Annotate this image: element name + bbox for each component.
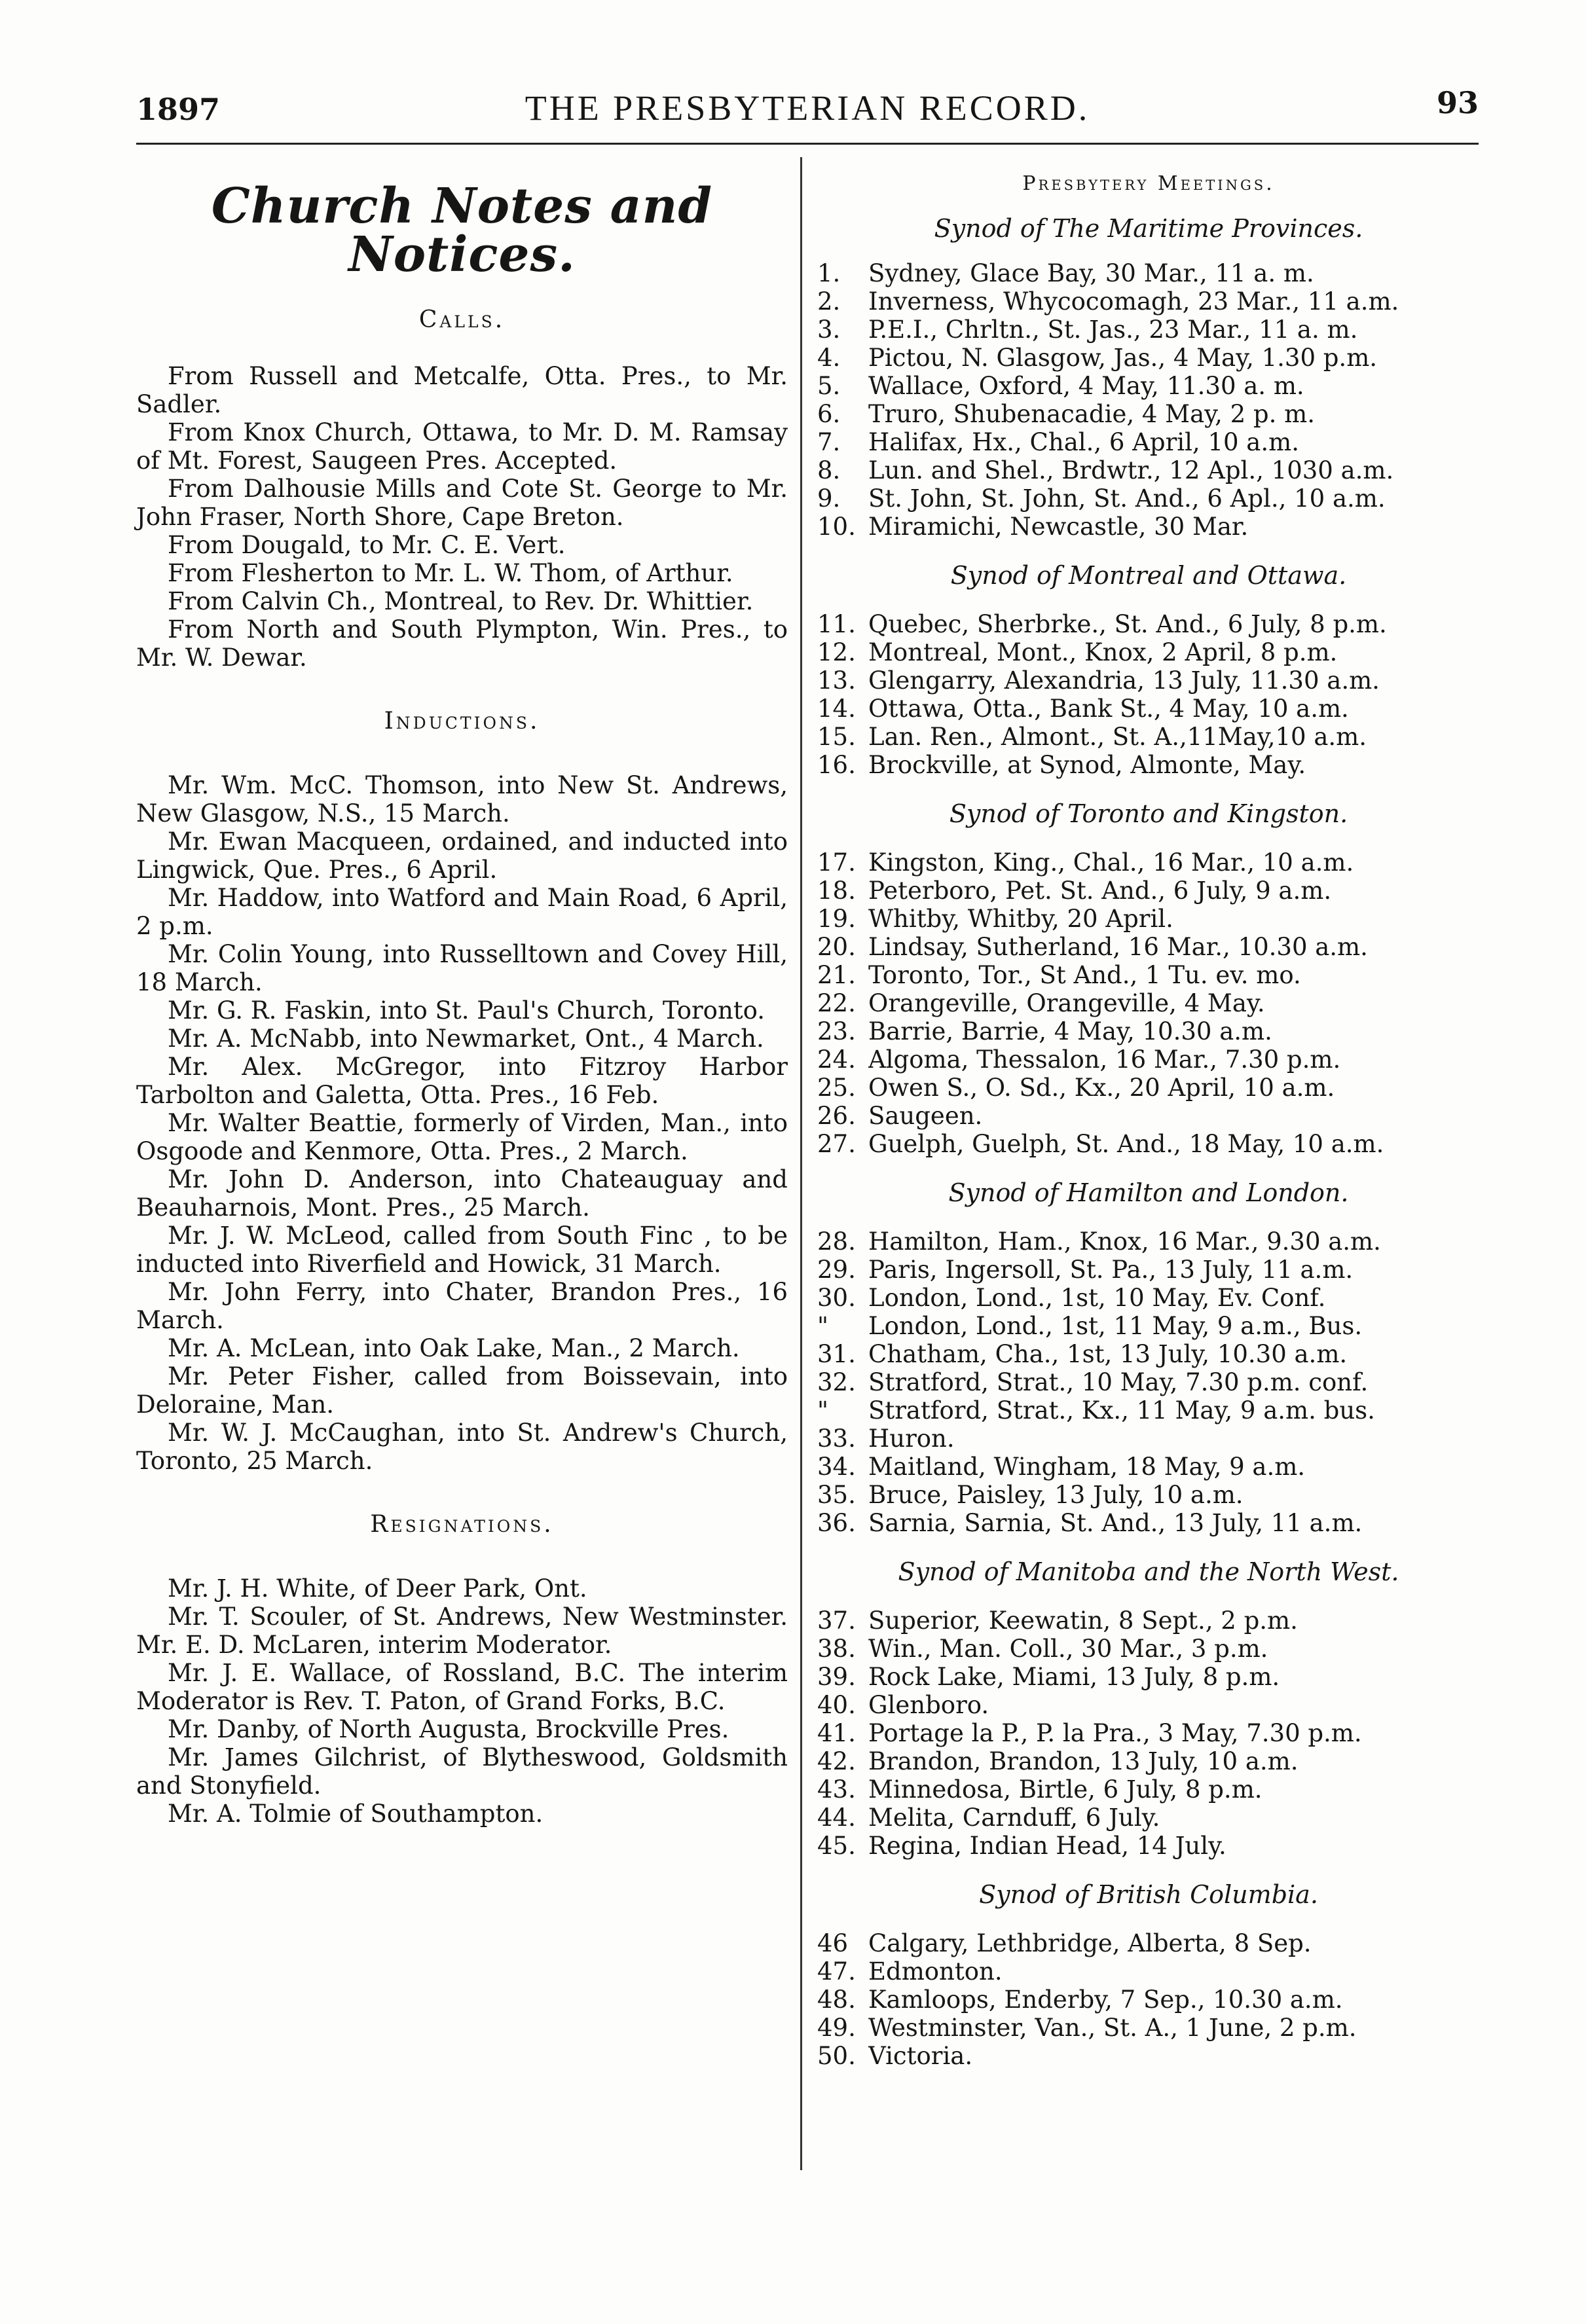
synod-heading: Synod of Montreal and Ottawa.: [950, 561, 1347, 590]
meeting-details: Saugeen.: [868, 1102, 983, 1130]
meeting-details: Toronto, Tor., St And., 1 Tu. ev. mo.: [868, 961, 1301, 989]
call-paragraph: From Russell and Metcalfe, Otta. Pres., to Mr. Sadler.: [136, 362, 788, 418]
induction-paragraph: Mr. Alex. McGregor, into Fitzroy Harbor Tarbolton and Galetta, Otta. Pres., 16 Feb.: [136, 1053, 788, 1109]
synod-list: [817, 216, 1480, 2070]
meeting-entry: [817, 1396, 1480, 1425]
meeting-entry: [817, 1453, 1480, 1481]
meeting-entry: [817, 400, 1480, 428]
meeting-number: 41.: [817, 1719, 856, 1747]
meeting-details: Sarnia, Sarnia, St. And., 13 July, 11 a.m.: [868, 1509, 1363, 1537]
running-head-year: 1897: [136, 92, 221, 127]
meeting-entry: [817, 989, 1480, 1017]
meeting-details: Pictou, N. Glasgow, Jas., 4 May, 1.30 p.m.: [868, 344, 1378, 372]
meeting-entry: [817, 1509, 1480, 1537]
synod-heading: Synod of The Maritime Provinces.: [934, 214, 1363, 243]
meeting-details: Glengarry, Alexandria, 13 July, 11.30 a.m.: [868, 666, 1380, 695]
meeting-number: 15.: [817, 723, 856, 751]
resignation-paragraph: Mr. James Gilchrist, of Blytheswood, Goldsmith and Stonyfield.: [136, 1743, 788, 1800]
meeting-details: Chatham, Cha., 1st, 13 July, 10.30 a.m.: [868, 1340, 1348, 1368]
meeting-details: Miramichi, Newcastle, 30 Mar.: [868, 513, 1249, 541]
meeting-entry: [817, 1747, 1480, 1775]
meeting-number: 9.: [817, 484, 841, 513]
meeting-number: 32.: [817, 1368, 856, 1396]
meeting-entry: [817, 2014, 1480, 2042]
meeting-number: 4.: [817, 344, 841, 372]
call-paragraph: From Dougald, to Mr. C. E. Vert.: [168, 531, 566, 559]
meeting-number: 7.: [817, 428, 841, 456]
meeting-details: Halifax, Hx., Chal., 6 April, 10 a.m.: [868, 428, 1299, 456]
meeting-entry: [817, 1775, 1480, 1804]
meeting-details: Stratford, Strat., Kx., 11 May, 9 a.m. bus.: [868, 1396, 1375, 1425]
meeting-entry: [817, 1986, 1480, 2014]
meeting-details: Regina, Indian Head, 14 July.: [868, 1832, 1226, 1860]
meeting-entry: [817, 848, 1480, 877]
meeting-details: Win., Man. Coll., 30 Mar., 3 p.m.: [868, 1635, 1268, 1663]
meeting-details: Wallace, Oxford, 4 May, 11.30 a. m.: [868, 372, 1304, 400]
meeting-entry: [817, 1312, 1480, 1340]
meeting-entry: [817, 723, 1480, 751]
meeting-details: Montreal, Mont., Knox, 2 April, 8 p.m.: [868, 638, 1338, 666]
call-paragraph: From Flesherton to Mr. L. W. Thom, of Arthur.: [168, 559, 733, 587]
meeting-details: Bruce, Paisley, 13 July, 10 a.m.: [868, 1481, 1244, 1509]
induction-paragraph: Mr. A. McLean, into Oak Lake, Man., 2 March.: [168, 1334, 740, 1362]
meeting-number: 31.: [817, 1340, 856, 1368]
induction-paragraph: Mr. A. McNabb, into Newmarket, Ont., 4 March.: [168, 1025, 764, 1053]
meeting-details: Algoma, Thessalon, 16 Mar., 7.30 p.m.: [868, 1045, 1341, 1074]
meeting-entry: [817, 287, 1480, 316]
meeting-number: 27.: [817, 1130, 856, 1158]
meeting-number: 5.: [817, 372, 841, 400]
meeting-details: Guelph, Guelph, St. And., 18 May, 10 a.m.: [868, 1130, 1384, 1158]
meeting-number: 13.: [817, 666, 856, 695]
meeting-number: 19.: [817, 905, 856, 933]
meeting-number: 17.: [817, 848, 856, 877]
meeting-details: Maitland, Wingham, 18 May, 9 a.m.: [868, 1453, 1306, 1481]
meeting-entry: [817, 877, 1480, 905]
meeting-details: Quebec, Sherbrke., St. And., 6 July, 8 p.m.: [868, 610, 1387, 638]
call-paragraph: From Calvin Ch., Montreal, to Rev. Dr. Whittier.: [168, 587, 754, 615]
meeting-details: Melita, Carnduff, 6 July.: [868, 1804, 1160, 1832]
induction-paragraph: Mr. Peter Fisher, called from Boissevain, into Deloraine, Man.: [136, 1362, 788, 1419]
meeting-number: 46: [817, 1929, 849, 1957]
meeting-number: 49.: [817, 2014, 856, 2042]
meeting-number: 10.: [817, 513, 856, 541]
meeting-entry: [817, 1957, 1480, 1986]
meeting-entry: [817, 1102, 1480, 1130]
meeting-number: 24.: [817, 1045, 856, 1074]
meeting-details: Superior, Keewatin, 8 Sept., 2 p.m.: [868, 1607, 1298, 1635]
induction-paragraph: Mr. Colin Young, into Russelltown and Covey Hill, 18 March.: [136, 940, 788, 996]
resignation-paragraph: Mr. T. Scouler, of St. Andrews, New Westminster. Mr. E. D. McLaren, interim Moderator.: [136, 1603, 788, 1659]
right-column: [817, 169, 1480, 2070]
meeting-number: 2.: [817, 287, 841, 316]
meeting-details: Huron.: [868, 1425, 955, 1453]
resignation-paragraph: Mr. A. Tolmie of Southampton.: [168, 1800, 544, 1828]
meeting-details: Barrie, Barrie, 4 May, 10.30 a.m.: [868, 1017, 1272, 1045]
meeting-number: 33.: [817, 1425, 856, 1453]
resignation-paragraph: Mr. J. E. Wallace, of Rossland, B.C. The interim Moderator is Rev. T. Paton, of Grand Forks, B.C.: [136, 1659, 788, 1715]
meeting-entry: [817, 1425, 1480, 1453]
meeting-entry: [817, 484, 1480, 513]
meeting-entry: [817, 456, 1480, 484]
induction-paragraph: Mr. John Ferry, into Chater, Brandon Pres., 16 March.: [136, 1278, 788, 1334]
meeting-entry: [817, 1284, 1480, 1312]
section-heading-calls: Calls.: [418, 306, 506, 333]
meeting-entry: [817, 905, 1480, 933]
meeting-entry: [817, 1929, 1480, 1957]
meeting-entry: [817, 1481, 1480, 1509]
meeting-details: Calgary, Lethbridge, Alberta, 8 Sep.: [868, 1929, 1312, 1957]
meeting-details: Westminster, Van., St. A., 1 June, 2 p.m.: [868, 2014, 1357, 2042]
meeting-entry: [817, 1607, 1480, 1635]
meeting-details: P.E.I., Chrltn., St. Jas., 23 Mar., 11 a. m.: [868, 316, 1358, 344]
meeting-number: 23.: [817, 1017, 856, 1045]
meeting-number: 22.: [817, 989, 856, 1017]
meeting-details: London, Lond., 1st, 11 May, 9 a.m., Bus.: [868, 1312, 1363, 1340]
meeting-entry: [817, 933, 1480, 961]
meeting-number: 50.: [817, 2042, 856, 2070]
meeting-entry: [817, 513, 1480, 541]
meeting-number: 40.: [817, 1691, 856, 1719]
induction-paragraph: Mr. Ewan Macqueen, ordained, and inducted into Lingwick, Que. Pres., 6 April.: [136, 827, 788, 884]
meeting-entry: [817, 1691, 1480, 1719]
synod-heading: Synod of Manitoba and the North West.: [898, 1557, 1399, 1586]
synod-heading: Synod of British Columbia.: [979, 1880, 1318, 1909]
meeting-number: 8.: [817, 456, 841, 484]
meeting-entry: [817, 1340, 1480, 1368]
meeting-entry: [817, 428, 1480, 456]
meeting-number: 45.: [817, 1832, 856, 1860]
meeting-details: Peterboro, Pet. St. And., 6 July, 9 a.m.: [868, 877, 1332, 905]
meeting-number: ": [817, 1396, 829, 1425]
meeting-entry: [817, 1635, 1480, 1663]
induction-paragraph: Mr. G. R. Faskin, into St. Paul's Church, Toronto.: [168, 996, 765, 1025]
meeting-details: Hamilton, Ham., Knox, 16 Mar., 9.30 a.m.: [868, 1227, 1381, 1256]
meeting-details: Lun. and Shel., Brdwtr., 12 Apl., 1030 a.m.: [868, 456, 1394, 484]
meeting-number: 35.: [817, 1481, 856, 1509]
meeting-number: 26.: [817, 1102, 856, 1130]
meeting-details: Lan. Ren., Almont., St. A.,11May,10 a.m.: [868, 723, 1367, 751]
meeting-entry: [817, 316, 1480, 344]
meeting-entry: [817, 1804, 1480, 1832]
meeting-entry: [817, 961, 1480, 989]
meeting-details: Truro, Shubenacadie, 4 May, 2 p. m.: [868, 400, 1315, 428]
meeting-details: St. John, St. John, St. And., 6 Apl., 10 a.m.: [868, 484, 1386, 513]
meeting-entry: [817, 1074, 1480, 1102]
meeting-details: Rock Lake, Miami, 13 July, 8 p.m.: [868, 1663, 1280, 1691]
meeting-entry: [817, 1719, 1480, 1747]
meeting-number: 11.: [817, 610, 856, 638]
call-paragraph: From North and South Plympton, Win. Pres., to Mr. W. Dewar.: [136, 615, 788, 672]
meeting-number: 25.: [817, 1074, 856, 1102]
meeting-entry: [817, 638, 1480, 666]
induction-paragraph: Mr. Haddow, into Watford and Main Road, 6 April, 2 p.m.: [136, 884, 788, 940]
meeting-details: Orangeville, Orangeville, 4 May.: [868, 989, 1265, 1017]
meeting-details: Lindsay, Sutherland, 16 Mar., 10.30 a.m.: [868, 933, 1368, 961]
meeting-details: Victoria.: [868, 2042, 973, 2070]
synod-heading: Synod of Hamilton and London.: [948, 1178, 1349, 1207]
meeting-details: Kamloops, Enderby, 7 Sep., 10.30 a.m.: [868, 1986, 1343, 2014]
meeting-number: 30.: [817, 1284, 856, 1312]
call-paragraph: From Knox Church, Ottawa, to Mr. D. M. Ramsay of Mt. Forest, Saugeen Pres. Accepted.: [136, 418, 788, 475]
meeting-number: 20.: [817, 933, 856, 961]
meeting-details: London, Lond., 1st, 10 May, Ev. Conf.: [868, 1284, 1326, 1312]
meeting-entry: [817, 344, 1480, 372]
meeting-number: 12.: [817, 638, 856, 666]
meeting-entry: [817, 372, 1480, 400]
meeting-number: 28.: [817, 1227, 856, 1256]
meeting-details: Glenboro.: [868, 1691, 989, 1719]
meeting-entry: [817, 259, 1480, 287]
meeting-details: Owen S., O. Sd., Kx., 20 April, 10 a.m.: [868, 1074, 1335, 1102]
meeting-details: Paris, Ingersoll, St. Pa., 13 July, 11 a.m.: [868, 1256, 1354, 1284]
meeting-details: Minnedosa, Birtle, 6 July, 8 p.m.: [868, 1775, 1263, 1804]
meeting-number: 3.: [817, 316, 841, 344]
meeting-details: Whitby, Whitby, 20 April.: [868, 905, 1173, 933]
meeting-number: 1.: [817, 259, 841, 287]
meeting-number: 29.: [817, 1256, 856, 1284]
page-number: 93: [1436, 85, 1479, 120]
meeting-number: 6.: [817, 400, 841, 428]
section-heading-resignations: Resignations.: [370, 1511, 554, 1538]
meeting-entry: [817, 610, 1480, 638]
induction-paragraph: Mr. Walter Beattie, formerly of Virden, Man., into Osgoode and Kenmore, Otta. Pres., 2 March.: [136, 1109, 788, 1165]
meeting-details: Inverness, Whycocomagh, 23 Mar., 11 a.m.: [868, 287, 1399, 316]
meeting-number: 37.: [817, 1607, 856, 1635]
meeting-number: 44.: [817, 1804, 856, 1832]
induction-paragraph: Mr. W. J. McCaughan, into St. Andrew's Church, Toronto, 25 March.: [136, 1419, 788, 1475]
meeting-entry: [817, 751, 1480, 779]
left-column: [136, 169, 788, 1828]
meeting-details: Sydney, Glace Bay, 30 Mar., 11 a. m.: [868, 259, 1314, 287]
running-head-title: THE PRESBYTERIAN RECORD.: [525, 88, 1090, 128]
synod-heading: Synod of Toronto and Kingston.: [949, 799, 1348, 828]
meeting-number: 14.: [817, 695, 856, 723]
meeting-number: 38.: [817, 1635, 856, 1663]
meeting-entry: [817, 1045, 1480, 1074]
meeting-entry: [817, 1368, 1480, 1396]
meeting-entry: [817, 1663, 1480, 1691]
section-heading-inductions: Inductions.: [384, 708, 540, 735]
meeting-entry: [817, 1130, 1480, 1158]
presbytery-meetings-heading: Presbytery Meetings.: [1022, 172, 1275, 195]
meeting-entry: [817, 666, 1480, 695]
meeting-number: 21.: [817, 961, 856, 989]
meeting-number: ": [817, 1312, 829, 1340]
meeting-entry: [817, 1832, 1480, 1860]
meeting-entry: [817, 1256, 1480, 1284]
notices-heading: Church Notes and Notices.: [211, 178, 713, 283]
meeting-number: 16.: [817, 751, 856, 779]
column-divider: [800, 157, 802, 2170]
meeting-details: Ottawa, Otta., Bank St., 4 May, 10 a.m.: [868, 695, 1349, 723]
meeting-details: Brandon, Brandon, 13 July, 10 a.m.: [868, 1747, 1299, 1775]
meeting-number: 43.: [817, 1775, 856, 1804]
meeting-number: 34.: [817, 1453, 856, 1481]
header-rule: [136, 143, 1479, 145]
induction-paragraph: Mr. Wm. McC. Thomson, into New St. Andrews, New Glasgow, N.S., 15 March.: [136, 771, 788, 827]
meeting-entry: [817, 1227, 1480, 1256]
meeting-details: Kingston, King., Chal., 16 Mar., 10 a.m.: [868, 848, 1354, 877]
meeting-entry: [817, 2042, 1480, 2070]
meeting-number: 48.: [817, 1986, 856, 2014]
meeting-number: 18.: [817, 877, 856, 905]
meeting-details: Stratford, Strat., 10 May, 7.30 p.m. conf.: [868, 1368, 1369, 1396]
resignation-paragraph: Mr. J. H. White, of Deer Park, Ont.: [168, 1574, 587, 1603]
running-head: [136, 80, 1479, 132]
meeting-details: Portage la P., P. la Pra., 3 May, 7.30 p.m.: [868, 1719, 1362, 1747]
resignation-paragraph: Mr. Danby, of North Augusta, Brockville Pres.: [168, 1715, 729, 1743]
call-paragraph: From Dalhousie Mills and Cote St. George to Mr. John Fraser, North Shore, Cape Breton.: [136, 475, 788, 531]
meeting-number: 42.: [817, 1747, 856, 1775]
meeting-number: 47.: [817, 1957, 856, 1986]
meeting-details: Edmonton.: [868, 1957, 1003, 1986]
meeting-number: 39.: [817, 1663, 856, 1691]
meeting-number: 36.: [817, 1509, 856, 1537]
induction-paragraph: Mr. J. W. McLeod, called from South Finc , to be inducted into Riverfield and Howick, 31 March.: [136, 1222, 788, 1278]
induction-paragraph: Mr. John D. Anderson, into Chateauguay and Beauharnois, Mont. Pres., 25 March.: [136, 1165, 788, 1222]
meeting-entry: [817, 1017, 1480, 1045]
meeting-entry: [817, 695, 1480, 723]
meeting-details: Brockville, at Synod, Almonte, May.: [868, 751, 1306, 779]
